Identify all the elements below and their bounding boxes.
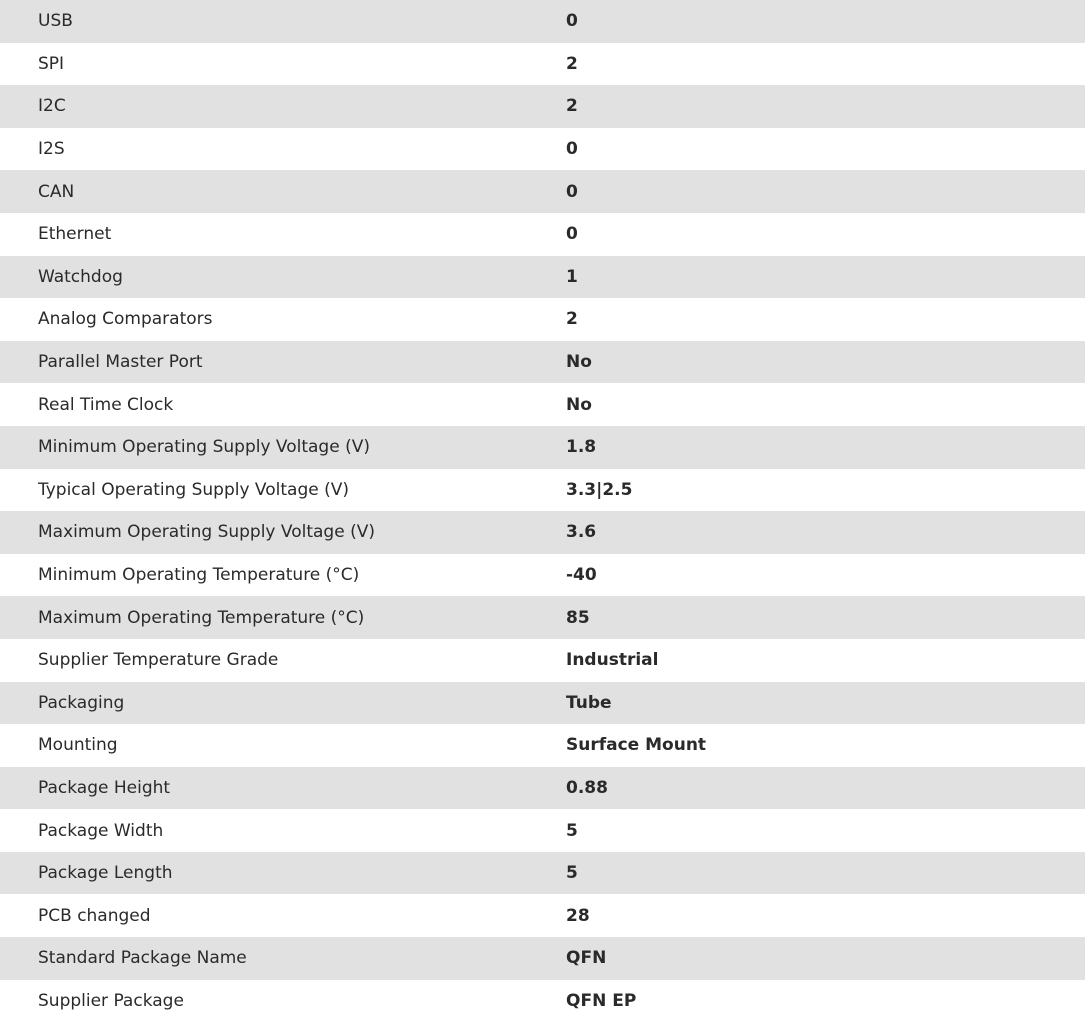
spec-row bbox=[0, 43, 1085, 86]
spec-label: I2C bbox=[38, 96, 66, 117]
spec-label: Typical Operating Supply Voltage (V) bbox=[38, 479, 349, 500]
spec-row bbox=[0, 383, 1085, 426]
spec-row bbox=[0, 767, 1085, 810]
spec-row bbox=[0, 128, 1085, 171]
spec-row bbox=[0, 980, 1085, 1022]
spec-row bbox=[0, 596, 1085, 639]
spec-label: Parallel Master Port bbox=[38, 352, 203, 373]
spec-label: PCB changed bbox=[38, 905, 151, 926]
spec-label: Package Height bbox=[38, 777, 171, 798]
spec-row bbox=[0, 341, 1085, 384]
spec-label: SPI bbox=[38, 53, 65, 74]
spec-row bbox=[0, 256, 1085, 299]
spec-label: Ethernet bbox=[38, 224, 112, 245]
spec-label: Package Width bbox=[38, 820, 164, 841]
spec-value: 2 bbox=[566, 96, 578, 117]
spec-value: QFN bbox=[566, 948, 607, 969]
spec-value: 1.8 bbox=[566, 437, 597, 458]
spec-value: 85 bbox=[566, 607, 590, 628]
spec-value: 0 bbox=[566, 224, 578, 245]
spec-label: CAN bbox=[38, 181, 75, 202]
spec-value: No bbox=[566, 352, 592, 373]
spec-label: Mounting bbox=[38, 735, 118, 756]
spec-row bbox=[0, 298, 1085, 341]
spec-row bbox=[0, 937, 1085, 980]
spec-value: 0 bbox=[566, 181, 578, 202]
spec-value: 1 bbox=[566, 266, 578, 287]
spec-value: Surface Mount bbox=[566, 735, 707, 756]
spec-label: USB bbox=[38, 11, 73, 32]
spec-label: Maximum Operating Supply Voltage (V) bbox=[38, 522, 375, 543]
spec-label: Real Time Clock bbox=[38, 394, 174, 415]
spec-value: 5 bbox=[566, 863, 578, 884]
spec-value: 0 bbox=[566, 139, 578, 160]
spec-value: QFN EP bbox=[566, 990, 637, 1011]
spec-value: 28 bbox=[566, 905, 590, 926]
spec-value: 2 bbox=[566, 53, 578, 74]
spec-value: 3.3|2.5 bbox=[566, 479, 633, 500]
spec-label: Standard Package Name bbox=[38, 948, 247, 969]
spec-row bbox=[0, 469, 1085, 512]
spec-value: Industrial bbox=[566, 650, 659, 671]
spec-row bbox=[0, 682, 1085, 725]
spec-row bbox=[0, 170, 1085, 213]
spec-value: 0 bbox=[566, 11, 578, 32]
spec-label: I2S bbox=[38, 139, 65, 160]
spec-row bbox=[0, 85, 1085, 128]
spec-label: Maximum Operating Temperature (°C) bbox=[38, 607, 365, 628]
spec-value: 5 bbox=[566, 820, 578, 841]
spec-row bbox=[0, 894, 1085, 937]
spec-label: Supplier Package bbox=[38, 990, 184, 1011]
spec-value: Tube bbox=[566, 692, 612, 713]
spec-row bbox=[0, 639, 1085, 682]
spec-label: Supplier Temperature Grade bbox=[38, 650, 279, 671]
spec-row bbox=[0, 511, 1085, 554]
spec-value: 2 bbox=[566, 309, 578, 330]
spec-value: -40 bbox=[566, 565, 597, 586]
spec-value: 0.88 bbox=[566, 777, 608, 798]
spec-label: Minimum Operating Supply Voltage (V) bbox=[38, 437, 370, 458]
spec-label: Watchdog bbox=[38, 266, 123, 287]
spec-row bbox=[0, 554, 1085, 597]
spec-row bbox=[0, 426, 1085, 469]
spec-row bbox=[0, 0, 1085, 43]
spec-row bbox=[0, 852, 1085, 895]
spec-label: Package Length bbox=[38, 863, 173, 884]
spec-value: No bbox=[566, 394, 592, 415]
spec-row bbox=[0, 809, 1085, 852]
spec-label: Analog Comparators bbox=[38, 309, 213, 330]
spec-row bbox=[0, 213, 1085, 256]
spec-row bbox=[0, 724, 1085, 767]
spec-label: Packaging bbox=[38, 692, 125, 713]
spec-label: Minimum Operating Temperature (°C) bbox=[38, 565, 360, 586]
spec-value: 3.6 bbox=[566, 522, 597, 543]
